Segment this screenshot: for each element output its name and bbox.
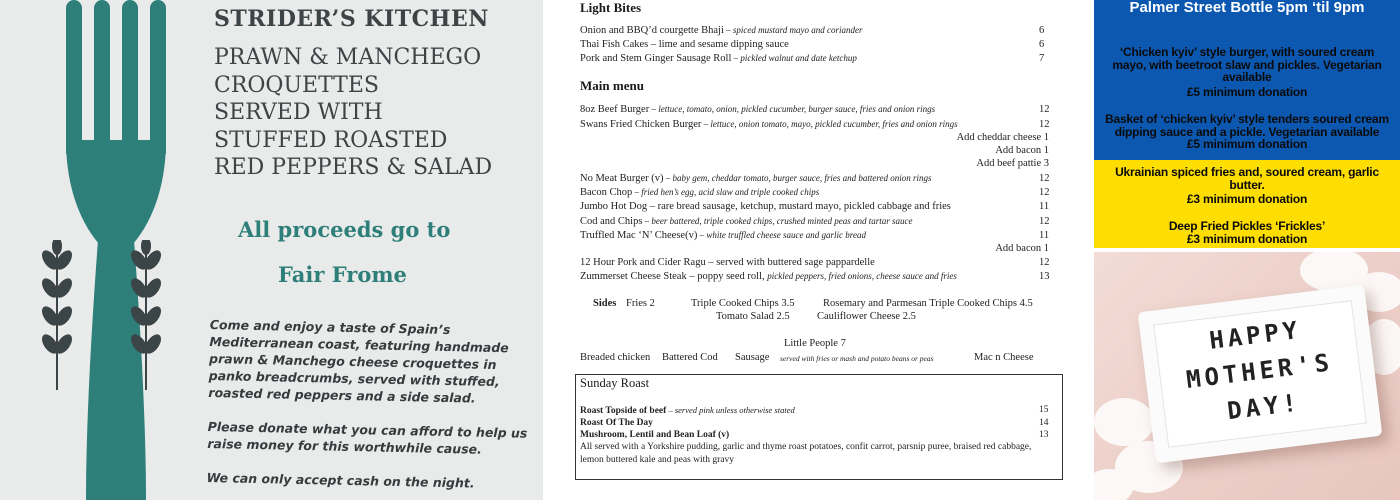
flyer-body-text: [206, 316, 530, 500]
sunday-roast-heading: Sunday Roast: [580, 376, 650, 390]
menu-item: [580, 25, 863, 36]
poster-item: Deep Fried Pickles ‘Frickles’: [1168, 219, 1326, 233]
menu-item: [580, 405, 795, 416]
poster-donation: £3 minimum donation: [1186, 232, 1308, 246]
item-price: 6: [1039, 25, 1045, 36]
item-description: – lettuce, tomato, onion, pickled cucumber, burger sauce, fries and onion rings: [649, 104, 936, 114]
item-description: – spiced mustard mayo and coriander: [723, 25, 863, 35]
item-price: 13: [1039, 430, 1049, 440]
menu-item: [580, 173, 932, 184]
lightbox-sign: [1138, 285, 1383, 464]
sides-label: Sides: [593, 298, 617, 309]
menu-item: [580, 257, 875, 268]
leaf-sprig-icon: [42, 240, 72, 390]
menu-item: [580, 119, 958, 130]
main-menu-heading: Main menu: [580, 78, 644, 93]
light-bites-heading: Light Bites: [580, 0, 642, 15]
item-price: 12: [1039, 187, 1050, 198]
flyer-panel: [0, 0, 543, 500]
menu-item: [580, 418, 653, 428]
addon: Add bacon 1: [995, 243, 1049, 254]
addon: Add beef pattie 3: [976, 158, 1049, 169]
item-price: 14: [1039, 418, 1049, 428]
poster-donation: £5 minimum donation: [1186, 85, 1308, 99]
item-name: Thai Fish Cakes – lime and sesame dipping sauce: [580, 39, 789, 50]
item-price: 15: [1039, 405, 1049, 415]
lightbox-line: DAY!: [1225, 388, 1303, 426]
kids-item: Battered Cod: [662, 352, 718, 363]
item-name: Jumbo Hot Dog – rare bread sausage, ketchup, mustard mayo, pickled cabbage and fries: [580, 201, 951, 212]
item-name: Cod and Chips: [580, 216, 643, 227]
item-name: No Meat Burger (v): [580, 173, 664, 184]
menu-item: [580, 430, 729, 440]
menu-item: [580, 201, 951, 212]
lightbox-line: MOTHER'S: [1184, 348, 1335, 394]
menu-item: [580, 39, 789, 50]
side-item: Cauliflower Cheese 2.5: [817, 311, 916, 322]
poster-item: Basket of ‘chicken kyiv’ style tenders soured cream dipping sauce and a pickle. Vegetarian available: [1105, 112, 1389, 139]
flyer-paragraph: We can only accept cash on the night.: [206, 469, 475, 491]
kids-note: served with fries or mash and potato beans or peas: [780, 354, 934, 363]
charity-name: Fair Frome: [278, 262, 407, 287]
menu-item: [580, 230, 866, 241]
flyer-dish-description: [214, 44, 492, 182]
dish-line: CROQUETTES: [214, 72, 379, 98]
kids-item: Sausage: [735, 352, 770, 363]
item-name: Bacon Chop: [580, 187, 633, 198]
dish-line: SERVED WITH: [214, 100, 383, 125]
menu-item: [580, 216, 913, 227]
item-description: – white truffled cheese sauce and garlic bread: [697, 230, 866, 240]
poster-donation: £3 minimum donation: [1186, 192, 1308, 206]
item-price: 6: [1039, 39, 1045, 50]
item-description: – fried hen’s egg, acid slaw and triple cooked chips: [632, 187, 820, 197]
ukraine-poster-panel: [1094, 0, 1400, 248]
poster-item: Ukrainian spiced fries and, soured cream, garlic butter.: [1115, 165, 1379, 192]
leaf-sprig-icon: [131, 240, 161, 390]
item-description: – beer battered, triple cooked chips, crushed minted peas and tartar sauce: [642, 216, 913, 226]
dish-line: RED PEPPERS & SALAD: [214, 155, 493, 180]
item-name: Roast Of The Day: [580, 418, 653, 428]
item-name: Truffled Mac ‘N’ Cheese(v): [580, 230, 698, 241]
kids-item: Mac n Cheese: [974, 352, 1034, 363]
menu-item: [580, 271, 957, 282]
sunday-roast-footer: All served with a Yorkshire pudding, garlic and thyme roast potatoes, confit carrot, parsnip puree, braised red cabbage, lemon buttered kale and peas with gravy: [580, 442, 1032, 465]
poster-title: Palmer Street Bottle 5pm ‘til 9pm: [1129, 0, 1365, 16]
item-name: Roast Topside of beef: [580, 406, 667, 416]
item-name: Zummerset Cheese Steak – poppy seed roll,: [580, 271, 768, 282]
item-name: Pork and Stem Ginger Sausage Roll: [580, 53, 732, 64]
dish-line: PRAWN & MANCHEGO: [214, 45, 482, 70]
item-description: – baby gem, cheddar tomato, burger sauce, fries and battered onion rings: [663, 173, 932, 183]
item-name: Mushroom, Lentil and Bean Loaf (v): [580, 430, 730, 440]
menu-item: [580, 104, 935, 115]
menu-item: [580, 187, 819, 198]
menu-item: [580, 53, 857, 64]
item-price: 12: [1039, 104, 1050, 115]
flyer-paragraph: Come and enjoy a taste of Spain’s Mediterranean coast, featuring handmade prawn & Manchego cheese croquettes in panko breadcrumbs, served with stuffed, roasted red peppers and a side salad.: [208, 316, 509, 406]
addon: Add cheddar cheese 1: [956, 132, 1049, 143]
item-name: 8oz Beef Burger: [580, 104, 650, 115]
flyer-title: STRIDER’S KITCHEN: [214, 6, 489, 32]
item-price: 12: [1039, 257, 1050, 268]
little-people-heading: Little People 7: [784, 338, 846, 349]
item-description: – pickled walnut and date ketchup: [731, 53, 857, 63]
item-description: – served pink unless otherwise stated: [666, 405, 795, 415]
kids-item: Breaded chicken: [580, 352, 651, 363]
mothers-day-panel: [1094, 252, 1400, 500]
item-price: 12: [1039, 119, 1050, 130]
side-item: Rosemary and Parmesan Triple Cooked Chips 4.5: [823, 298, 1033, 309]
poster-item: ‘Chicken kyiv’ style burger, with soured cream mayo, with beetroot slaw and pickles. Vegetarian available: [1112, 45, 1382, 84]
flyer-paragraph: Please donate what you can afford to help us raise money for this worthwhile cause.: [207, 418, 528, 457]
side-item: Triple Cooked Chips 3.5: [691, 298, 795, 309]
item-description: – lettuce, onion tomato, mayo, pickled cucumber, fries and onion rings: [701, 119, 958, 129]
addon: Add bacon 1: [995, 145, 1049, 156]
item-price: 7: [1039, 53, 1045, 64]
item-description: pickled peppers, fried onions, cheese sauce and fries: [767, 271, 957, 281]
item-name: Swans Fried Chicken Burger: [580, 119, 702, 130]
lightbox-line: HAPPY: [1207, 315, 1303, 355]
dish-line: STUFFED ROASTED: [214, 127, 448, 153]
item-name: Onion and BBQ’d courgette Bhaji: [580, 25, 724, 36]
side-item: Tomato Salad 2.5: [716, 311, 790, 322]
sunday-roast-box: [575, 374, 1063, 480]
item-name: 12 Hour Pork and Cider Ragu – served with buttered sage pappardelle: [580, 257, 875, 268]
item-price: 13: [1039, 271, 1050, 282]
item-price: 12: [1039, 173, 1050, 184]
menu-panel: [545, 0, 1093, 500]
item-price: 11: [1039, 230, 1050, 241]
item-price: 11: [1039, 201, 1050, 212]
proceeds-heading: All proceeds go to: [238, 217, 451, 242]
poster-donation: £5 minimum donation: [1186, 137, 1308, 151]
side-item: Fries 2: [626, 298, 655, 309]
item-price: 12: [1039, 216, 1050, 227]
